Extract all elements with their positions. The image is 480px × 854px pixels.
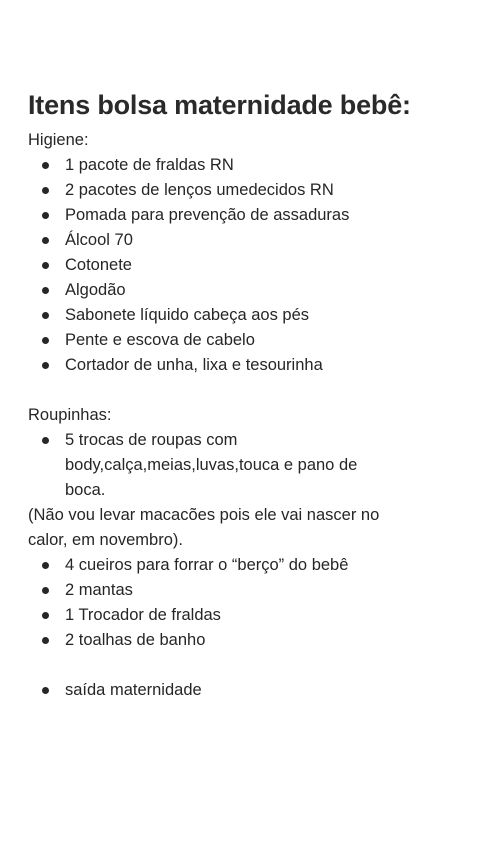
list-item (28, 553, 468, 578)
list-item (28, 578, 468, 603)
list-item-text: 1 Trocador de fraldas (65, 606, 221, 624)
bullet-icon (42, 337, 49, 344)
list-item (28, 353, 468, 378)
list-item (28, 203, 468, 228)
bullet-icon (42, 187, 49, 194)
blank-line (28, 378, 468, 403)
bullet-icon (42, 637, 49, 644)
list-item (28, 328, 468, 353)
list-item-text: 2 pacotes de lenços umedecidos RN (65, 181, 334, 199)
list-item (28, 228, 468, 253)
note-title: Itens bolsa maternidade bebê: (28, 90, 411, 120)
list-item (28, 178, 468, 203)
list-item (28, 428, 395, 503)
list-item-text: Cortador de unha, lixa e tesourinha (65, 356, 323, 374)
list-item (28, 303, 468, 328)
list-item (28, 278, 468, 303)
bullet-icon (42, 287, 49, 294)
higiene-list (28, 153, 468, 378)
extra-list (28, 678, 468, 703)
list-item-text: Álcool 70 (65, 231, 133, 249)
list-item (28, 603, 468, 628)
list-item-text: 5 trocas de roupas com body,calça,meias,luvas,touca e pano de boca. (65, 431, 358, 499)
list-item-text: saída maternidade (65, 681, 202, 699)
list-item-text: Pente e escova de cabelo (65, 331, 255, 349)
bullet-icon (42, 587, 49, 594)
list-item-text: Algodão (65, 281, 126, 299)
bullet-icon (42, 237, 49, 244)
roupinhas-list-first (28, 428, 468, 503)
bullet-icon (42, 612, 49, 619)
bullet-icon (42, 312, 49, 319)
list-item (28, 253, 468, 278)
list-item (28, 628, 468, 653)
list-item (28, 153, 468, 178)
note-paragraph: (Não vou levar macacões pois ele vai nascer no calor, em novembro). (28, 506, 380, 549)
bullet-icon (42, 687, 49, 694)
list-item-text: 2 toalhas de banho (65, 631, 206, 649)
blank-line (28, 653, 468, 678)
list-item-text: Pomada para prevenção de assaduras (65, 206, 350, 224)
list-item-text: 1 pacote de fraldas RN (65, 156, 234, 174)
bullet-icon (42, 262, 49, 269)
roupinhas-list (28, 553, 468, 653)
note-body[interactable] (28, 86, 468, 703)
bullet-icon (42, 162, 49, 169)
list-item-text: Sabonete líquido cabeça aos pés (65, 306, 310, 324)
section-heading-higiene: Higiene: (28, 131, 89, 149)
bullet-icon (42, 437, 49, 444)
bullet-icon (42, 212, 49, 219)
list-item-text: 4 cueiros para forrar o “berço” do bebê (65, 556, 349, 574)
section-heading-roupinhas: Roupinhas: (28, 406, 112, 424)
bullet-icon (42, 562, 49, 569)
bullet-icon (42, 362, 49, 369)
list-item (28, 678, 468, 703)
list-item-text: 2 mantas (65, 581, 133, 599)
list-item-text: Cotonete (65, 256, 132, 274)
